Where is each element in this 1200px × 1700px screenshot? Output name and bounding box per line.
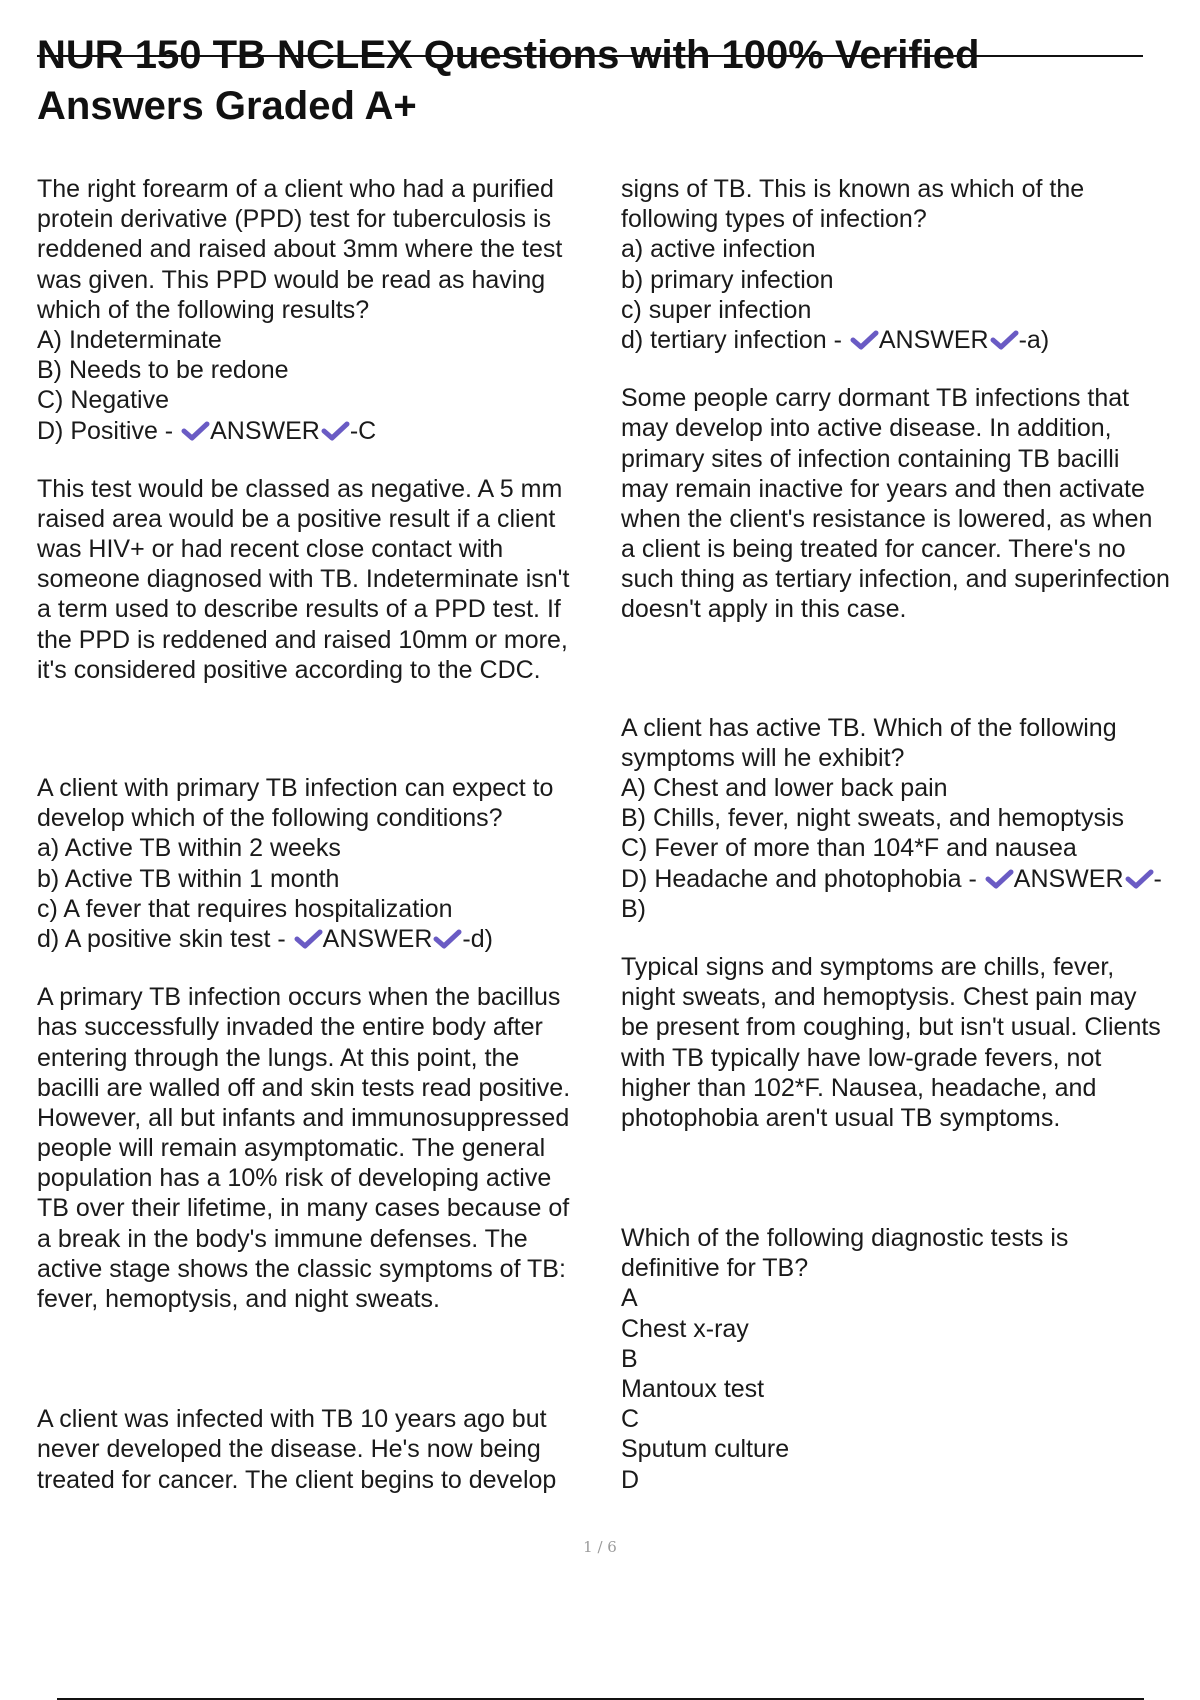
answer-value: -d)	[462, 924, 493, 953]
answer-option-letter: A	[621, 1284, 638, 1313]
rationale-text: raised area would be a positive result if a client	[37, 504, 556, 533]
question-stem: A client has active TB. Which of the following	[621, 713, 1117, 742]
rationale-text: fever, hemoptysis, and night sweats.	[37, 1285, 440, 1313]
question-stem: was given. This PPD would be read as having	[37, 265, 546, 294]
checkmark-icon	[1124, 868, 1154, 890]
rationale-text: may remain inactive for years and then activate	[621, 474, 1145, 503]
answer-key-line	[621, 325, 1200, 355]
question-dormant-tb	[37, 1404, 627, 1495]
question-stem: A client was infected with TB 10 years ago but	[37, 1405, 547, 1434]
answer-option: a) active infection	[621, 235, 816, 264]
question-stem: symptoms will he exhibit?	[621, 743, 905, 772]
rationale-text: active stage shows the classic symptoms of TB:	[37, 1254, 566, 1283]
question-stem: definitive for TB?	[621, 1254, 809, 1283]
checkmark-icon	[984, 868, 1014, 890]
question-stem: reddened and raised about 3mm where the test	[37, 235, 563, 264]
document-title	[37, 30, 1147, 132]
answer-option: c) A fever that requires hospitalization	[37, 894, 453, 923]
answer-option: C) Negative	[37, 386, 169, 415]
rationale-text: A primary TB infection occurs when the bacillus	[37, 983, 561, 1012]
rationale-text: with TB typically have low-grade fevers, not	[621, 1043, 1102, 1072]
rationale-text: has successfully invaded the entire body after	[37, 1013, 543, 1042]
rationale-text: a break in the body's immune defenses. The	[37, 1224, 528, 1253]
right-column	[621, 174, 1200, 1495]
checkmark-icon	[432, 928, 462, 950]
checkmark-icon	[989, 329, 1019, 351]
question-stem: which of the following results?	[37, 295, 370, 324]
answer-option: B) Needs to be redone	[37, 356, 289, 385]
answer-option: A) Chest and lower back pain	[621, 774, 948, 802]
answer-option: c) super infection	[621, 295, 812, 324]
answer-option-letter: B	[621, 1344, 638, 1373]
rationale-text: higher than 102*F. Nausea, headache, and	[621, 1073, 1097, 1102]
answer-label: ANSWER	[322, 924, 433, 953]
answer-option: b) Active TB within 1 month	[37, 864, 340, 893]
question-stem: A client with primary TB infection can expect to	[37, 774, 554, 802]
question-ppd	[37, 174, 627, 685]
rationale-text: a client is being treated for cancer. There's no	[621, 535, 1126, 564]
rationale-text: when the client's resistance is lowered, as when	[621, 504, 1153, 533]
answer-option: d) tertiary infection -	[621, 325, 849, 354]
question-stem: following types of infection?	[621, 205, 927, 234]
answer-option: a) Active TB within 2 weeks	[37, 834, 341, 863]
answer-option-letter: C	[621, 1405, 640, 1434]
answer-value: -a)	[1018, 325, 1050, 354]
question-primary-tb	[37, 773, 627, 1314]
rationale-text: may develop into active disease. In addition,	[621, 414, 1112, 443]
rationale-text: people will remain asymptomatic. The general	[37, 1134, 546, 1163]
answer-option: B) Chills, fever, night sweats, and hemoptysis	[621, 804, 1125, 833]
answer-option-text: Sputum culture	[621, 1435, 790, 1464]
answer-option-text: Mantoux test	[621, 1375, 765, 1403]
rationale-text: the PPD is reddened and raised 10mm or more,	[37, 625, 568, 654]
rationale-text: bacilli are walled off and skin tests read positive.	[37, 1073, 571, 1102]
answer-value: -	[1153, 864, 1162, 893]
rationale-text: be present from coughing, but isn't usual. Clients	[621, 1013, 1161, 1042]
question-stem: treated for cancer. The client begins to develop	[37, 1465, 557, 1494]
answer-key-line	[621, 864, 1200, 894]
rationale-text: someone diagnosed with TB. Indeterminate isn't	[37, 565, 570, 594]
question-stem: never developed the disease. He's now being	[37, 1435, 541, 1464]
checkmark-icon	[293, 928, 323, 950]
rationale-text: a term used to describe results of a PPD test. If	[37, 595, 561, 624]
answer-option: D) Headache and photophobia -	[621, 864, 984, 893]
rationale-text: night sweats, and hemoptysis. Chest pain may	[621, 983, 1137, 1012]
answer-option: A) Indeterminate	[37, 325, 222, 354]
rationale-text: doesn't apply in this case.	[621, 595, 907, 624]
answer-option: C) Fever of more than 104*F and nausea	[621, 834, 1077, 863]
rationale-text: photophobia aren't usual TB symptoms.	[621, 1103, 1061, 1132]
answer-label: ANSWER	[1013, 864, 1124, 893]
answer-option: d) A positive skin test -	[37, 924, 293, 953]
answer-value: -C	[349, 416, 377, 445]
left-column	[37, 174, 627, 1495]
rationale-text: Typical signs and symptoms are chills, fever,	[621, 952, 1115, 981]
checkmark-icon	[180, 420, 210, 442]
answer-label: ANSWER	[210, 416, 320, 445]
answer-label: ANSWER	[878, 325, 989, 354]
answer-option: D) Positive -	[37, 416, 181, 445]
rationale-text: such thing as tertiary infection, and superinfection	[621, 565, 1170, 594]
question-stem: protein derivative (PPD) test for tuberculosis is	[37, 205, 552, 234]
rationale-text: TB over their lifetime, in many cases because of	[37, 1194, 570, 1223]
rationale-text: However, all but infants and immunosuppressed	[37, 1103, 570, 1132]
answer-option: b) primary infection	[621, 265, 834, 294]
answer-option-letter: D	[621, 1465, 640, 1494]
checkmark-icon	[320, 420, 350, 442]
question-dormant-tb-continued	[621, 174, 1200, 625]
title-line: NUR 150 TB NCLEX Questions with 100% Verified	[37, 33, 980, 77]
question-stem: Which of the following diagnostic tests is	[621, 1224, 1069, 1253]
rationale-text: Some people carry dormant TB infections that	[621, 384, 1130, 413]
title-line: Answers Graded A+	[37, 84, 417, 128]
rationale-text: was HIV+ or had recent close contact with	[37, 535, 504, 564]
question-diagnostic-test	[621, 1223, 1200, 1495]
rationale-text: This test would be classed as negative. A 5 mm	[37, 474, 563, 503]
page-indicator: 1 / 6	[583, 1538, 617, 1556]
rationale-text: entering through the lungs. At this point, the	[37, 1043, 520, 1072]
rationale-text: primary sites of infection containing TB bacilli	[621, 444, 1120, 473]
answer-key-line	[37, 416, 627, 446]
answer-option-text: Chest x-ray	[621, 1314, 749, 1343]
answer-value: B)	[621, 894, 646, 923]
rationale-text: it's considered positive according to the CDC.	[37, 655, 541, 684]
question-stem: The right forearm of a client who had a purified	[37, 175, 554, 203]
question-active-tb-symptoms	[621, 713, 1200, 1133]
question-stem: develop which of the following conditions?	[37, 804, 503, 833]
answer-key-line	[37, 924, 627, 954]
question-stem: signs of TB. This is known as which of the	[621, 175, 1085, 203]
rationale-text: population has a 10% risk of developing active	[37, 1164, 552, 1193]
checkmark-icon	[849, 329, 879, 351]
